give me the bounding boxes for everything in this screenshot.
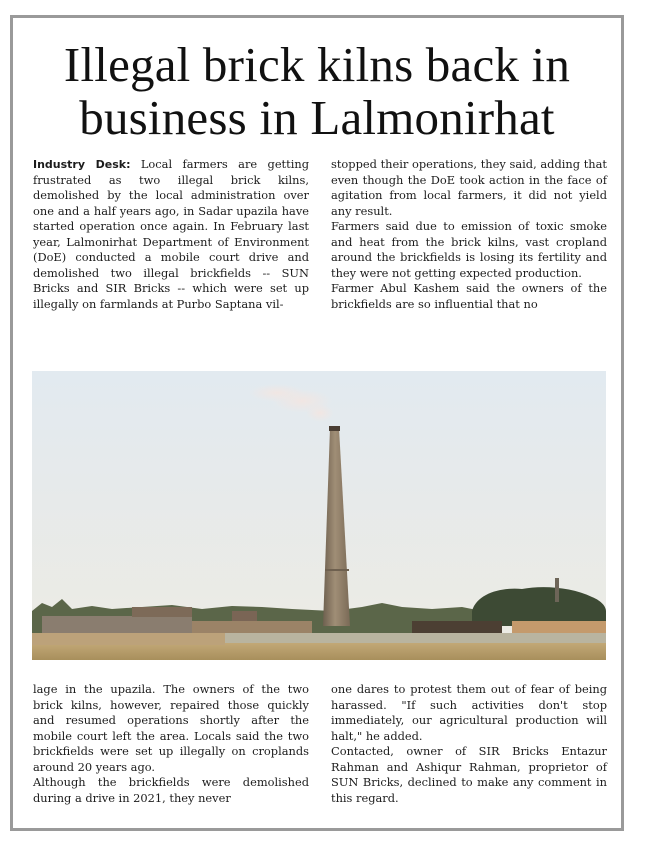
- field: [32, 643, 606, 660]
- paragraph: [33, 157, 309, 312]
- column-2-top: [331, 157, 607, 312]
- column-2-bottom: [331, 682, 607, 806]
- building-roof: [132, 607, 192, 617]
- headline-line-2: business in Lalmonirhat: [79, 90, 555, 145]
- building-roof: [232, 611, 257, 621]
- article-photo: [32, 371, 606, 660]
- smoke-plume: [306, 404, 334, 422]
- paragraph: stopped their operations, they said, adding that even though the DoE took action in the face of agitation from local farmers, it did not yield any result.: [331, 157, 607, 218]
- brick-stack: [412, 621, 502, 635]
- paragraph: one dares to protest them out of fear of being harassed. "If such activities don't stop immediately, our agricultural production will halt," he added.: [331, 682, 607, 743]
- paragraph: lage in the upazila. The owners of the two brick kilns, however, repaired those quickly and resumed operations shortly after the mobile court left the area. Locals said the two brickfields were set up illegally on croplands around 20 years ago.: [33, 682, 309, 774]
- headline-line-1: Illegal brick kilns back in: [63, 37, 571, 92]
- paragraph: Farmer Abul Kashem said the owners of the brickfields are so influential that no: [331, 281, 607, 311]
- brick-kiln-photo: [32, 371, 606, 660]
- byline: Industry Desk:: [33, 158, 131, 171]
- headline: [13, 38, 621, 144]
- smoke-plume: [249, 384, 305, 402]
- article-frame: [10, 15, 624, 831]
- small-chimney: [555, 578, 559, 602]
- paragraph: Although the brickfields were demolished during a drive in 2021, they never: [33, 775, 309, 805]
- column-1-bottom: [33, 682, 309, 806]
- paragraph: Contacted, owner of SIR Bricks Entazur Rahman and Ashiqur Rahman, proprietor of SUN Bricks, declined to make any comment in this regard.: [331, 744, 607, 805]
- chimney-band: [325, 569, 349, 571]
- field: [32, 633, 225, 645]
- paragraph: Farmers said due to emission of toxic smoke and heat from the brick kilns, vast cropland around the brickfields is losing its fertility and they were not getting expected production.: [331, 219, 607, 280]
- column-1-top: [33, 157, 309, 312]
- paragraph-text: Local farmers are getting frustrated as two illegal brick kilns, demolished by the local administration over one and a half years ago, in Sadar upazila have started operation once again. In February last year, Lalmonirhat Department of Environment (DoE) conducted a mobile court drive and demolished two illegal brickfields -- SUN Bricks and SIR Bricks -- which were set up illegally on farmlands at Purbo Saptana vil-: [33, 157, 309, 311]
- chimney-top: [329, 426, 340, 431]
